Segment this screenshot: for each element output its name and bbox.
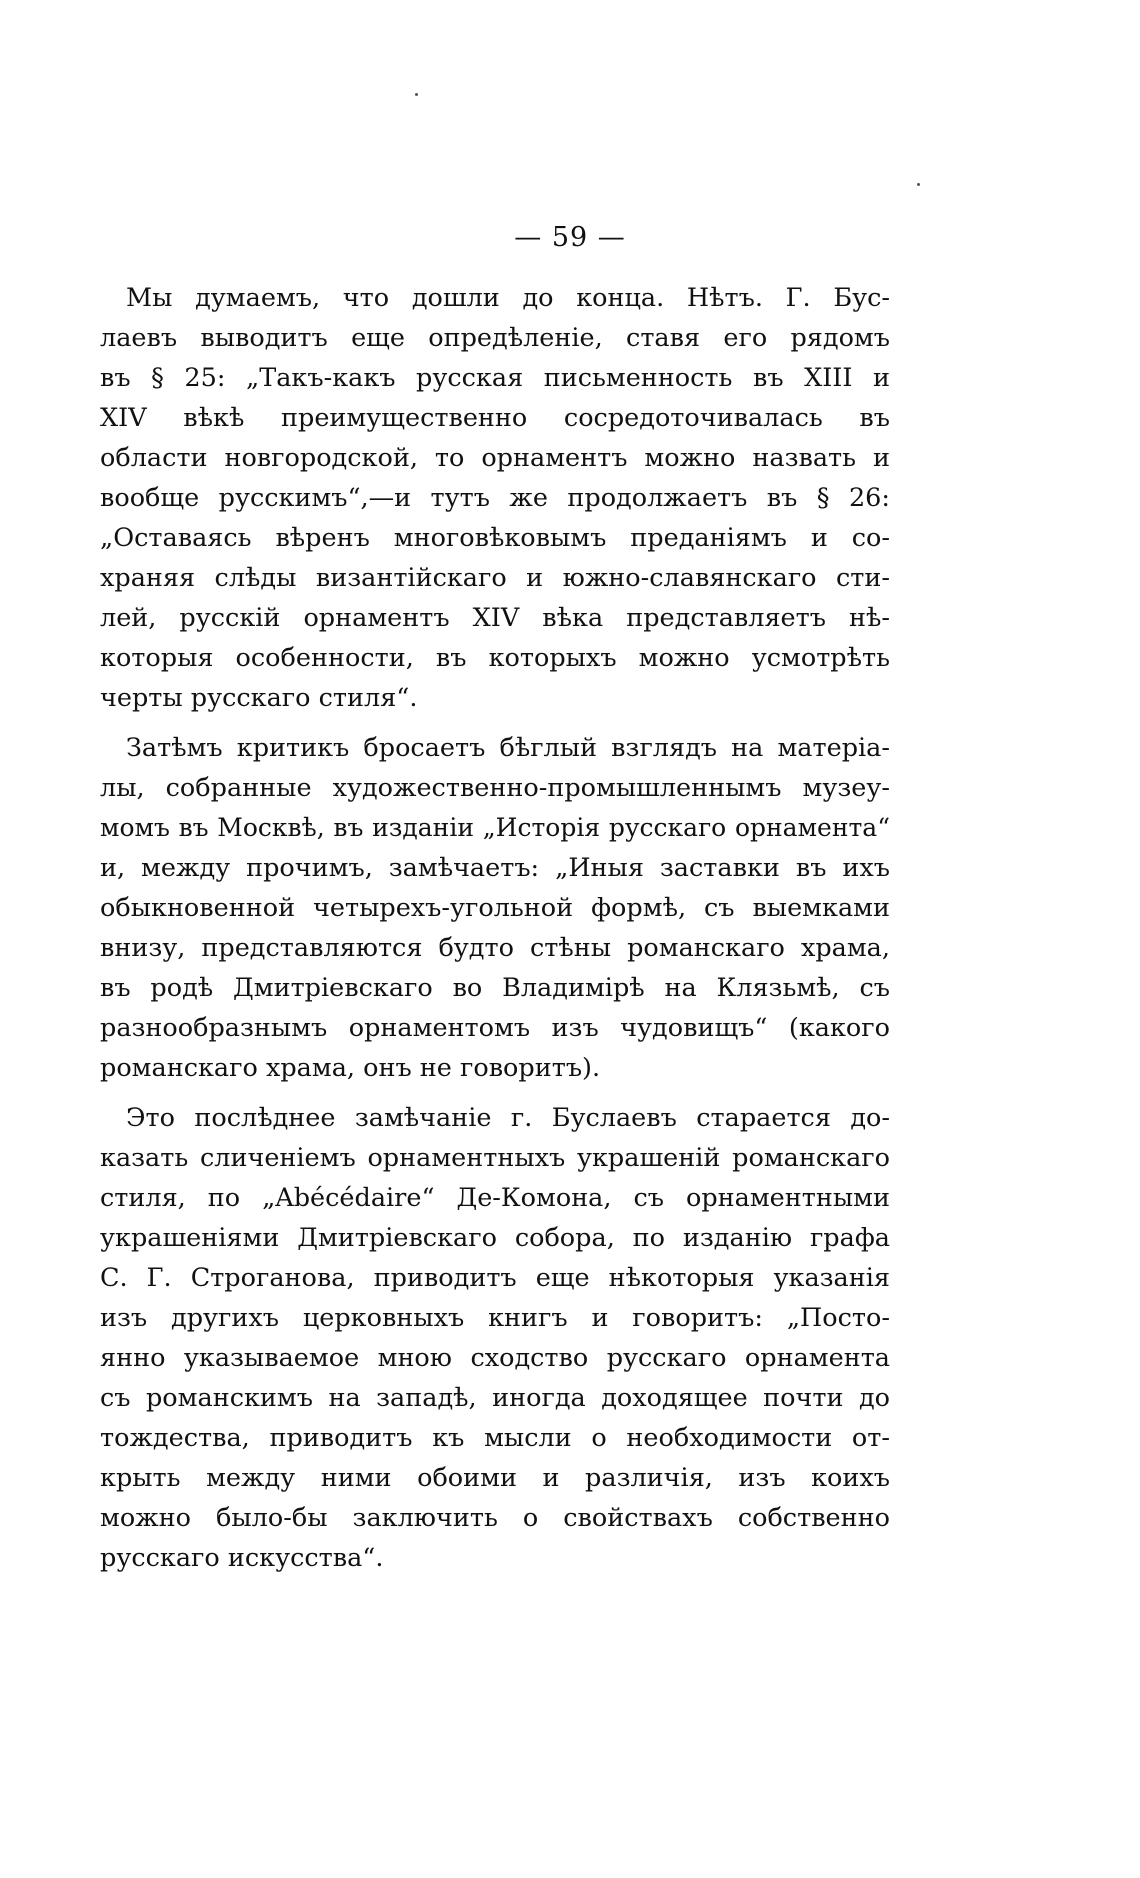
text-line: лаевъ выводитъ еще опредѣленіе, ставя его рядомъ	[100, 323, 890, 353]
text-line: стиля, по „Abécédaire“ Де-Комона, съ орнаментными	[100, 1183, 890, 1213]
text-line: можно было-бы заключить о свойствахъ собственно	[100, 1503, 890, 1533]
text-line: С. Г. Строганова, приводитъ еще нѣкоторыя указанія	[100, 1263, 890, 1293]
text-line: разнообразнымъ орнаментомъ изъ чудовищъ“ (какого	[100, 1013, 890, 1043]
text-line: и, между прочимъ, замѣчаетъ: „Иныя заставки въ ихъ	[100, 853, 890, 883]
text-line: черты русскаго стиля“.	[100, 683, 418, 713]
text-line: „Оставаясь вѣренъ многовѣковымъ преданіямъ и со-	[100, 523, 890, 553]
paragraph-1	[100, 278, 890, 718]
text-line: украшеніями Дмитріевскаго собора, по изданію графа	[100, 1223, 890, 1253]
text-line: момъ въ Москвѣ, въ изданіи „Исторія русскаго орнамента“	[100, 813, 890, 842]
text-line: XIV вѣкѣ преимущественно сосредоточивалась въ	[100, 403, 890, 433]
text-line: романскаго храма, онъ не говоритъ).	[100, 1053, 601, 1083]
print-speck	[917, 183, 920, 186]
text-line: въ родѣ Дмитріевскаго во Владимірѣ на Клязьмѣ, съ	[100, 973, 890, 1003]
text-line: которыя особенности, въ которыхъ можно усмотрѣть	[100, 643, 890, 673]
text-line: русскаго искусства“.	[100, 1543, 384, 1573]
text-line: въ § 25: „Такъ-какъ русская письменность въ XIII и	[100, 363, 890, 393]
text-line: внизу, представляются будто стѣны романскаго храма,	[100, 933, 890, 963]
text-line: изъ другихъ церковныхъ книгъ и говоритъ: „Посто-	[100, 1303, 890, 1333]
text-line: лей, русскій орнаментъ XIV вѣка представляетъ нѣ-	[100, 603, 890, 633]
print-speck	[415, 93, 418, 96]
text-line: храняя слѣды византійскаго и южно-славянскаго сти-	[100, 563, 890, 593]
text-line: казать сличеніемъ орнаментныхъ украшеній романскаго	[100, 1143, 890, 1173]
text-line: лы, собранные художественно-промышленнымъ музеу-	[100, 773, 890, 803]
body-text	[100, 278, 890, 1588]
text-line: вообще русскимъ“,—и тутъ же продолжаетъ въ § 26:	[100, 483, 890, 513]
text-line: Затѣмъ критикъ бросаетъ бѣглый взглядъ на матеріа-	[126, 733, 890, 763]
text-line: съ романскимъ на западѣ, иногда доходящее почти до	[100, 1383, 890, 1413]
paragraph-3	[100, 1098, 890, 1578]
text-line: Это послѣднее замѣчаніе г. Буслаевъ старается до-	[126, 1103, 890, 1133]
text-line: тождества, приводитъ къ мысли о необходимости от-	[100, 1423, 890, 1453]
text-line: обыкновенной четырехъ-угольной формѣ, съ выемками	[100, 893, 890, 923]
text-line: крыть между ними обоими и различія, изъ коихъ	[100, 1463, 890, 1493]
paragraph-2	[100, 728, 890, 1088]
text-line: янно указываемое мною сходство русскаго орнамента	[100, 1343, 890, 1373]
page-number: — 59 —	[514, 222, 626, 253]
text-line: области новгородской, то орнаментъ можно назвать и	[100, 443, 890, 473]
text-line: Мы думаемъ, что дошли до конца. Нѣтъ. Г. Бус-	[126, 283, 890, 313]
